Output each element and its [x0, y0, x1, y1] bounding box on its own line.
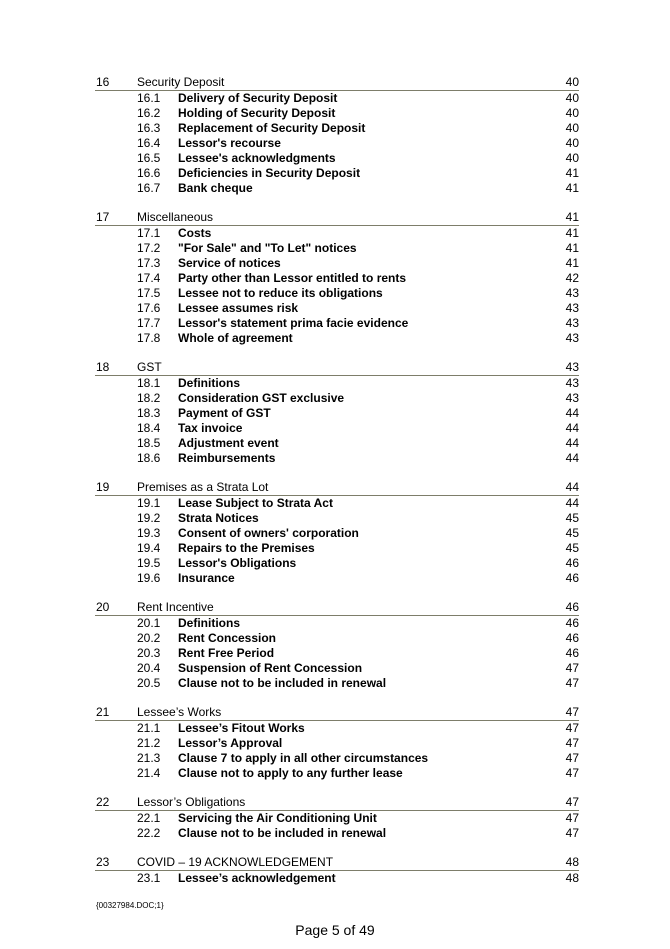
entry-page: 41 [565, 241, 579, 255]
toc-entry[interactable] [137, 541, 579, 556]
entry-num: 19.1 [137, 496, 161, 510]
toc-entry[interactable] [137, 376, 579, 391]
entry-page: 47 [565, 811, 579, 825]
entry-num: 20.4 [137, 661, 161, 675]
entry-num: 16.6 [137, 166, 161, 180]
entry-num: 22.1 [137, 811, 161, 825]
entry-title: Suspension of Rent Concession [178, 661, 363, 675]
entry-num: 20.3 [137, 646, 161, 660]
entry-num: 18.3 [137, 406, 161, 420]
entry-title: Consent of owners' corporation [178, 526, 359, 540]
toc-entry[interactable] [137, 286, 579, 301]
entry-num: 21.4 [137, 766, 161, 780]
toc-section-heading[interactable] [95, 794, 579, 811]
entry-title: Adjustment event [178, 436, 279, 450]
section-num: 20 [96, 600, 110, 614]
entry-num: 17.8 [137, 331, 161, 345]
toc-section-heading[interactable] [95, 854, 579, 871]
toc-entry[interactable] [137, 301, 579, 316]
entry-num: 17.7 [137, 316, 161, 330]
section-num: 23 [96, 855, 110, 869]
toc-entry[interactable] [137, 166, 579, 181]
entry-title: Lessee’s acknowledgement [178, 871, 336, 885]
section-title: Rent Incentive [137, 600, 214, 614]
section-num: 17 [96, 210, 110, 224]
entry-title: Clause not to apply to any further lease [178, 766, 403, 780]
entry-page: 46 [565, 631, 579, 645]
entry-num: 16.7 [137, 181, 161, 195]
entry-title: Service of notices [178, 256, 281, 270]
entry-num: 19.5 [137, 556, 161, 570]
entry-num: 17.3 [137, 256, 161, 270]
toc-section-heading[interactable] [95, 359, 579, 376]
entry-page: 43 [565, 391, 579, 405]
toc-entry[interactable] [137, 391, 579, 406]
toc-entry[interactable] [137, 871, 579, 886]
entry-page: 46 [565, 616, 579, 630]
entry-page: 47 [565, 661, 579, 675]
toc-entry[interactable] [137, 646, 579, 661]
section-num: 21 [96, 705, 110, 719]
entry-page: 44 [565, 421, 579, 435]
toc-entry[interactable] [137, 226, 579, 241]
toc-entry[interactable] [137, 736, 579, 751]
section-page: 48 [565, 855, 579, 869]
entry-page: 47 [565, 766, 579, 780]
section-title: Lessee’s Works [137, 705, 222, 719]
entry-num: 19.4 [137, 541, 161, 555]
entry-num: 17.1 [137, 226, 161, 240]
entry-title: Costs [178, 226, 212, 240]
entry-title: Party other than Lessor entitled to rents [178, 271, 407, 285]
entry-num: 21.3 [137, 751, 161, 765]
section-page: 44 [565, 480, 579, 494]
entry-page: 46 [565, 646, 579, 660]
toc-section [0, 359, 670, 466]
entry-title: Lessor’s Approval [178, 736, 283, 750]
entry-page: 43 [565, 301, 579, 315]
entry-num: 21.2 [137, 736, 161, 750]
entry-page: 41 [565, 256, 579, 270]
entry-num: 20.5 [137, 676, 161, 690]
entry-title: Rent Free Period [178, 646, 275, 660]
toc-entry[interactable] [137, 436, 579, 451]
entry-page: 44 [565, 451, 579, 465]
toc-entry[interactable] [137, 631, 579, 646]
entry-num: 16.1 [137, 91, 161, 105]
entry-title: Bank cheque [178, 181, 253, 195]
entry-num: 20.1 [137, 616, 161, 630]
table-of-contents [0, 74, 670, 899]
toc-entry[interactable] [137, 106, 579, 121]
toc-entry[interactable] [137, 271, 579, 286]
entry-title: Lessor's recourse [178, 136, 281, 150]
toc-section-heading[interactable] [95, 704, 579, 721]
entry-page: 47 [565, 826, 579, 840]
toc-entry[interactable] [137, 136, 579, 151]
entry-title: Delivery of Security Deposit [178, 91, 338, 105]
entry-page: 40 [565, 91, 579, 105]
entry-page: 47 [565, 676, 579, 690]
toc-entry[interactable] [137, 826, 579, 841]
entry-title: Lessor's statement prima facie evidence [178, 316, 409, 330]
toc-section [0, 794, 670, 841]
toc-section-heading[interactable] [95, 209, 579, 226]
toc-section [0, 74, 670, 196]
entry-title: Definitions [178, 376, 240, 390]
toc-entry[interactable] [137, 661, 579, 676]
toc-section-heading[interactable] [95, 479, 579, 496]
toc-section [0, 854, 670, 886]
entry-page: 44 [565, 496, 579, 510]
entry-title: Lessee assumes risk [178, 301, 299, 315]
entry-page: 43 [565, 286, 579, 300]
section-num: 22 [96, 795, 110, 809]
entry-title: Definitions [178, 616, 240, 630]
entry-page: 40 [565, 106, 579, 120]
entry-title: Clause 7 to apply in all other circumstances [178, 751, 429, 765]
entry-title: "For Sale" and "To Let" notices [178, 241, 357, 255]
entry-title: Strata Notices [178, 511, 259, 525]
entry-title: Tax invoice [178, 421, 243, 435]
entry-num: 18.6 [137, 451, 161, 465]
toc-entry[interactable] [137, 316, 579, 331]
entry-title: Servicing the Air Conditioning Unit [178, 811, 377, 825]
entry-num: 23.1 [137, 871, 161, 885]
entry-page: 43 [565, 331, 579, 345]
section-title: Lessor’s Obligations [137, 795, 246, 809]
entry-title: Deficiencies in Security Deposit [178, 166, 361, 180]
entry-page: 43 [565, 376, 579, 390]
toc-entry[interactable] [137, 406, 579, 421]
entry-title: Clause not to be included in renewal [178, 676, 387, 690]
toc-section-heading[interactable] [95, 599, 579, 616]
section-num: 18 [96, 360, 110, 374]
entry-num: 16.5 [137, 151, 161, 165]
entry-title: Lease Subject to Strata Act [178, 496, 333, 510]
entry-num: 18.5 [137, 436, 161, 450]
entry-title: Consideration GST exclusive [178, 391, 345, 405]
entry-page: 48 [565, 871, 579, 885]
toc-entry[interactable] [137, 556, 579, 571]
entry-title: Reimbursements [178, 451, 276, 465]
entry-title: Insurance [178, 571, 235, 585]
section-title: Premises as a Strata Lot [137, 480, 269, 494]
entry-num: 17.4 [137, 271, 161, 285]
entry-num: 17.2 [137, 241, 161, 255]
entry-num: 19.2 [137, 511, 161, 525]
entry-page: 46 [565, 571, 579, 585]
toc-entry[interactable] [137, 571, 579, 586]
entry-page: 41 [565, 226, 579, 240]
toc-entry[interactable] [137, 121, 579, 136]
section-page: 41 [565, 210, 579, 224]
entry-num: 20.2 [137, 631, 161, 645]
entry-page: 44 [565, 406, 579, 420]
section-title: Security Deposit [137, 75, 225, 89]
entry-num: 16.4 [137, 136, 161, 150]
toc-entry[interactable] [137, 721, 579, 736]
section-num: 16 [96, 75, 110, 89]
entry-title: Lessee's acknowledgments [178, 151, 336, 165]
entry-page: 47 [565, 736, 579, 750]
toc-entry[interactable] [137, 151, 579, 166]
entry-page: 44 [565, 436, 579, 450]
section-page: 47 [565, 795, 579, 809]
entry-title: Repairs to the Premises [178, 541, 315, 555]
toc-entry[interactable] [137, 331, 579, 346]
entry-num: 17.6 [137, 301, 161, 315]
document-reference: {00327984.DOC;1} [96, 901, 164, 910]
toc-entry[interactable] [137, 241, 579, 256]
entry-page: 45 [565, 526, 579, 540]
entry-num: 22.2 [137, 826, 161, 840]
section-title: COVID – 19 ACKNOWLEDGEMENT [137, 855, 334, 869]
entry-title: Lessee not to reduce its obligations [178, 286, 383, 300]
section-num: 19 [96, 480, 110, 494]
toc-section [0, 209, 670, 346]
section-page: 47 [565, 705, 579, 719]
entry-num: 19.3 [137, 526, 161, 540]
toc-entry[interactable] [137, 766, 579, 781]
entry-page: 47 [565, 721, 579, 735]
entry-page: 43 [565, 316, 579, 330]
entry-title: Replacement of Security Deposit [178, 121, 366, 135]
toc-entry[interactable] [137, 811, 579, 826]
section-page: 40 [565, 75, 579, 89]
entry-title: Whole of agreement [178, 331, 293, 345]
toc-section-heading[interactable] [95, 74, 579, 91]
section-page: 43 [565, 360, 579, 374]
toc-entry[interactable] [137, 751, 579, 766]
page-number: Page 5 of 49 [295, 922, 375, 938]
entry-page: 46 [565, 556, 579, 570]
section-page: 46 [565, 600, 579, 614]
toc-entry[interactable] [137, 451, 579, 466]
toc-entry[interactable] [137, 526, 579, 541]
entry-title: Rent Concession [178, 631, 277, 645]
entry-page: 45 [565, 541, 579, 555]
entry-page: 42 [565, 271, 579, 285]
toc-entry[interactable] [137, 181, 579, 196]
entry-page: 40 [565, 136, 579, 150]
entry-title: Holding of Security Deposit [178, 106, 336, 120]
toc-section [0, 704, 670, 781]
entry-page: 40 [565, 121, 579, 135]
toc-section [0, 599, 670, 691]
toc-entry[interactable] [137, 511, 579, 526]
entry-title: Payment of GST [178, 406, 271, 420]
entry-page: 45 [565, 511, 579, 525]
toc-entry[interactable] [137, 421, 579, 436]
entry-page: 41 [565, 166, 579, 180]
toc-entry[interactable] [137, 91, 579, 106]
toc-entry[interactable] [137, 496, 579, 511]
entry-num: 17.5 [137, 286, 161, 300]
entry-num: 18.2 [137, 391, 161, 405]
entry-num: 16.2 [137, 106, 161, 120]
toc-entry[interactable] [137, 676, 579, 691]
entry-num: 16.3 [137, 121, 161, 135]
section-title: GST [137, 360, 162, 374]
entry-num: 18.1 [137, 376, 161, 390]
entry-title: Lessor's Obligations [178, 556, 297, 570]
toc-section [0, 479, 670, 586]
entry-page: 41 [565, 181, 579, 195]
toc-entry[interactable] [137, 256, 579, 271]
entry-num: 18.4 [137, 421, 161, 435]
toc-entry[interactable] [137, 616, 579, 631]
section-title: Miscellaneous [137, 210, 214, 224]
entry-title: Lessee’s Fitout Works [178, 721, 305, 735]
entry-page: 47 [565, 751, 579, 765]
entry-page: 40 [565, 151, 579, 165]
entry-num: 21.1 [137, 721, 161, 735]
entry-title: Clause not to be included in renewal [178, 826, 387, 840]
entry-num: 19.6 [137, 571, 161, 585]
